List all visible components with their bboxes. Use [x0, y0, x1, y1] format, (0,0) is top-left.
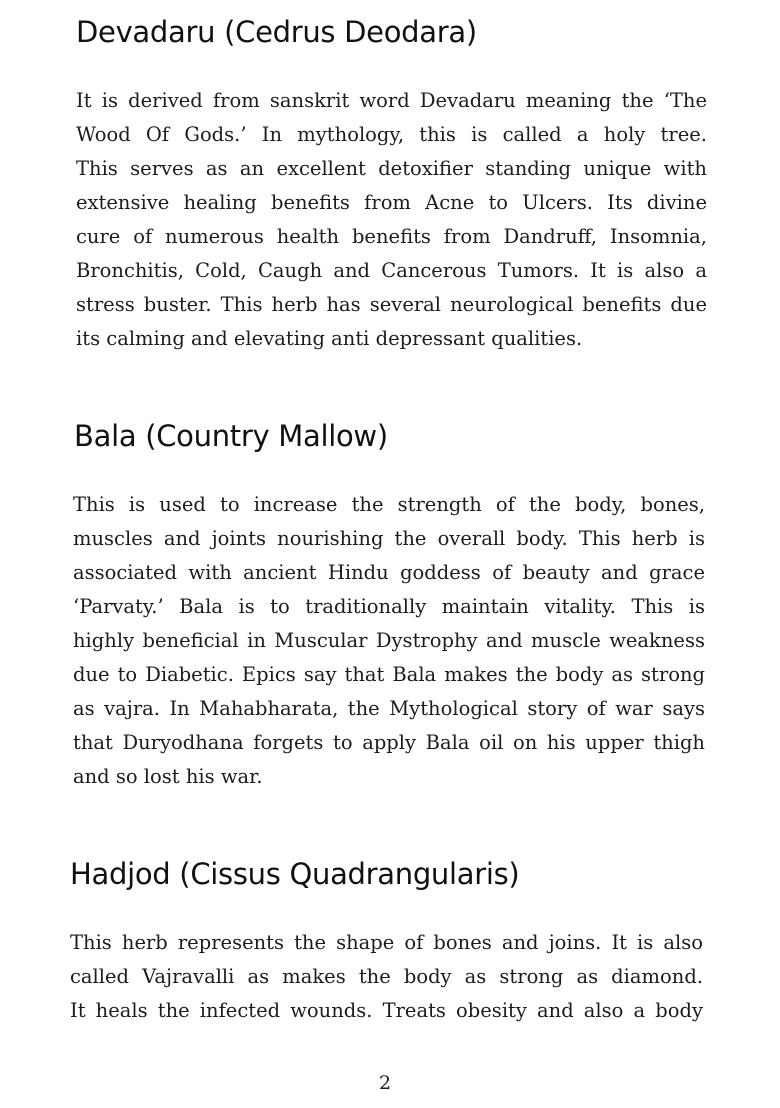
- text-line: This herb represents the shape of bones and joins. It is also: [70, 931, 703, 954]
- text-line: This serves as an excellent detoxifier standing unique with: [76, 157, 707, 180]
- text-line: and so lost his war.: [73, 765, 263, 788]
- paragraph-devadaru: [76, 84, 707, 356]
- text-line: called Vajravalli as makes the body as strong as diamond.: [70, 965, 703, 988]
- text-line: Bronchitis, Cold, Caugh and Cancerous Tumors. It is also a: [76, 259, 707, 282]
- text-line: Wood Of Gods.’ In mythology, this is called a holy tree.: [76, 123, 707, 146]
- text-line: stress buster. This herb has several neurological benefits due: [76, 293, 707, 316]
- text-line: as vajra. In Mahabharata, the Mythological story of war says: [73, 697, 705, 720]
- section-heading-bala: Bala (Country Mallow): [74, 419, 388, 453]
- text-line: highly beneficial in Muscular Dystrophy and muscle weakness: [73, 629, 705, 652]
- text-line: associated with ancient Hindu goddess of beauty and grace: [73, 561, 705, 584]
- text-line: This is used to increase the strength of the body, bones,: [73, 493, 705, 516]
- text-line: muscles and joints nourishing the overall body. This herb is: [73, 527, 705, 550]
- text-line: It heals the infected wounds. Treats obesity and also a body: [70, 999, 703, 1022]
- text-line: that Duryodhana forgets to apply Bala oil on his upper thigh: [73, 731, 705, 754]
- section-heading-devadaru: Devadaru (Cedrus Deodara): [76, 15, 477, 49]
- text-line: It is derived from sanskrit word Devadaru meaning the ‘The: [76, 89, 707, 112]
- section-heading-hadjod: Hadjod (Cissus Quadrangularis): [70, 857, 520, 891]
- page-number: 2: [378, 1072, 392, 1094]
- paragraph-bala: [73, 488, 705, 794]
- paragraph-hadjod: [70, 926, 703, 1028]
- text-line: ‘Parvaty.’ Bala is to traditionally maintain vitality. This is: [73, 595, 705, 618]
- text-line: due to Diabetic. Epics say that Bala makes the body as strong: [73, 663, 705, 686]
- text-line: cure of numerous health benefits from Dandruff, Insomnia,: [76, 225, 707, 248]
- text-line: its calming and elevating anti depressant qualities.: [76, 327, 583, 350]
- text-line: extensive healing benefits from Acne to Ulcers. Its divine: [76, 191, 707, 214]
